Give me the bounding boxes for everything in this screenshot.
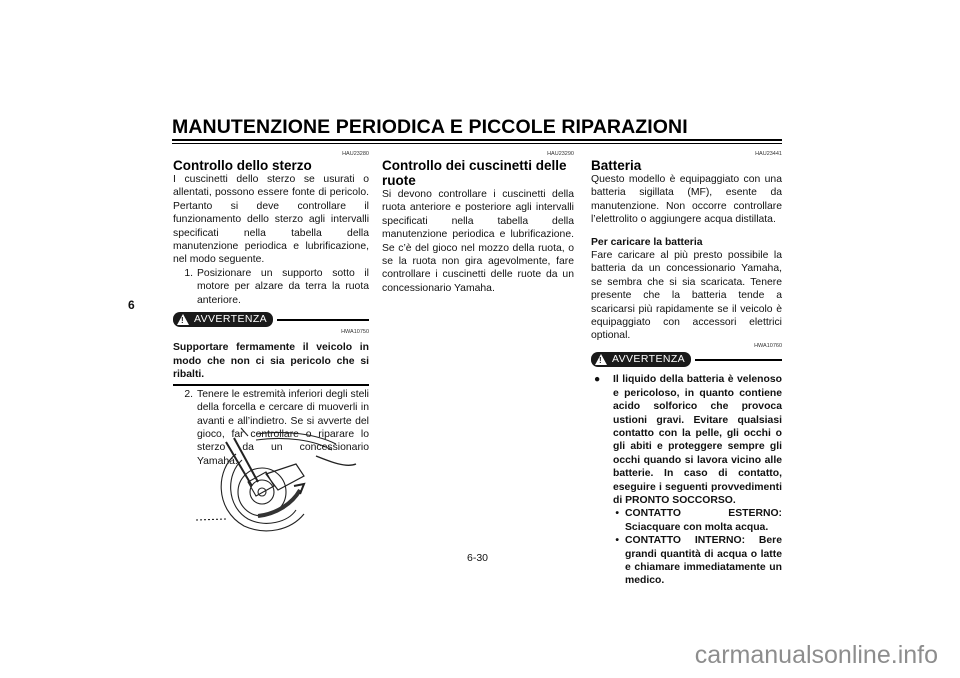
body-text: Questo modello è equipaggiato con una batteria sigillata (MF), esente da manutenzione. Non occorre controllare l’elettrolito o aggiungere acqua distillata.: [591, 174, 782, 226]
sub-heading: Per caricare la batteria: [591, 236, 703, 248]
warning-label: AVVERTENZA: [612, 352, 686, 365]
watermark: carmanualsonline.info: [694, 641, 938, 669]
page-title: MANUTENZIONE PERIODICA E PICCOLE RIPARAZIONI: [172, 116, 688, 138]
step-item: [173, 267, 369, 307]
warning-label: AVVERTENZA: [194, 313, 268, 326]
warning-rule: [277, 319, 369, 321]
fork-check-illustration: [196, 424, 372, 534]
chapter-tab: 6: [128, 298, 135, 312]
sub-bullet-icon: •: [615, 535, 619, 547]
section-code: HAU23290: [547, 151, 574, 157]
warning-end-rule: [173, 384, 369, 386]
warning-sub-bullet: [591, 507, 782, 534]
warning-sub-bullet: [591, 534, 782, 588]
body-text: Si devono controllare i cuscinetti della ruota anteriore e posteriore agli intervalli specificati nella tabella della manutenzione periodica e lubrificazione. Se c’è del gioco nel mozzo della ruota, o se la ruota non gira agevolmente, fare controllare i cuscinetti delle ruote da un concessionario Yamaha.: [382, 189, 574, 294]
warning-rule: [695, 359, 782, 361]
warning-triangle-icon: !: [177, 314, 189, 325]
warning-badge: [591, 352, 691, 367]
section-heading: Controllo dei cuscinetti delle ruote: [382, 158, 567, 188]
section-heading: Batteria: [591, 158, 642, 173]
bullet-icon: ●: [594, 374, 601, 386]
warning-text: Il liquido della batteria è velenoso e pericoloso, in quanto contiene acido solforico che provoca ustioni gravi. Evitare qualsiasi contatto con la pelle, gli occhi o gli abiti e proteggere sempre gli occhi quando si lavora vicino alle batterie. In caso di contatto, eseguire i seguenti provvedimenti di PRONTO SOCCORSO.: [613, 374, 782, 506]
header-rule: [172, 139, 782, 141]
section-code: HAU23280: [342, 151, 369, 157]
warning-bullet: [591, 373, 782, 507]
body-text: Fare caricare al più presto possibile la batteria da un concessionario Yamaha, se sembra che si sia scaricata. Tenere presente che la batteria tende a scaricarsi più rapidamente se il veicolo è equipaggiato con accessori elettrici optional.: [591, 250, 782, 342]
step-text: Posizionare un supporto sotto il motore per alzare da terra la ruota anteriore.: [197, 267, 369, 306]
warning-badge: [173, 312, 273, 327]
middle-column: [382, 151, 574, 295]
header-rule-thin: [172, 143, 782, 144]
warning-sub-text: CONTATTO ESTERNO: Sciacquare con molta acqua.: [625, 508, 782, 533]
section-code: HAU23441: [755, 151, 782, 157]
warning-code: HWA10750: [341, 329, 369, 336]
warning-block: [591, 352, 782, 588]
sub-bullet-icon: •: [615, 508, 619, 520]
step-text: Tenere le estremità inferiori degli steli della forcella e cercare di muoverli in avanti e all’indietro. Se si avverte del gioco, far controllare o riparare lo sterzo da un concessionario Yamaha.: [197, 388, 369, 467]
warning-sub-text: CONTATTO INTERNO: Bere grandi quantità di acqua o latte e chiamare immediatamente un medico.: [625, 535, 782, 587]
page-number: 6-30: [467, 552, 489, 564]
body-text: I cuscinetti dello sterzo se usurati o allentati, possono essere fonte di pericolo. Pertanto si deve controllare il funzionamento dello sterzo agli intervalli specificati nella tabella della manutenzione periodica e lubrificazione, nel modo seguente.: [173, 174, 369, 266]
right-column: [591, 151, 782, 588]
step-number: 2.: [184, 388, 193, 400]
warning-text: Supportare fermamente il veicolo in modo che non ci sia pericolo che si ribalti.: [173, 342, 369, 381]
warning-triangle-icon: !: [595, 354, 607, 365]
section-heading: Controllo dello sterzo: [173, 158, 312, 173]
left-column: [173, 151, 369, 468]
step-number: 1.: [184, 267, 193, 279]
warning-code: HWA10760: [754, 342, 782, 349]
warning-block: [173, 312, 369, 386]
